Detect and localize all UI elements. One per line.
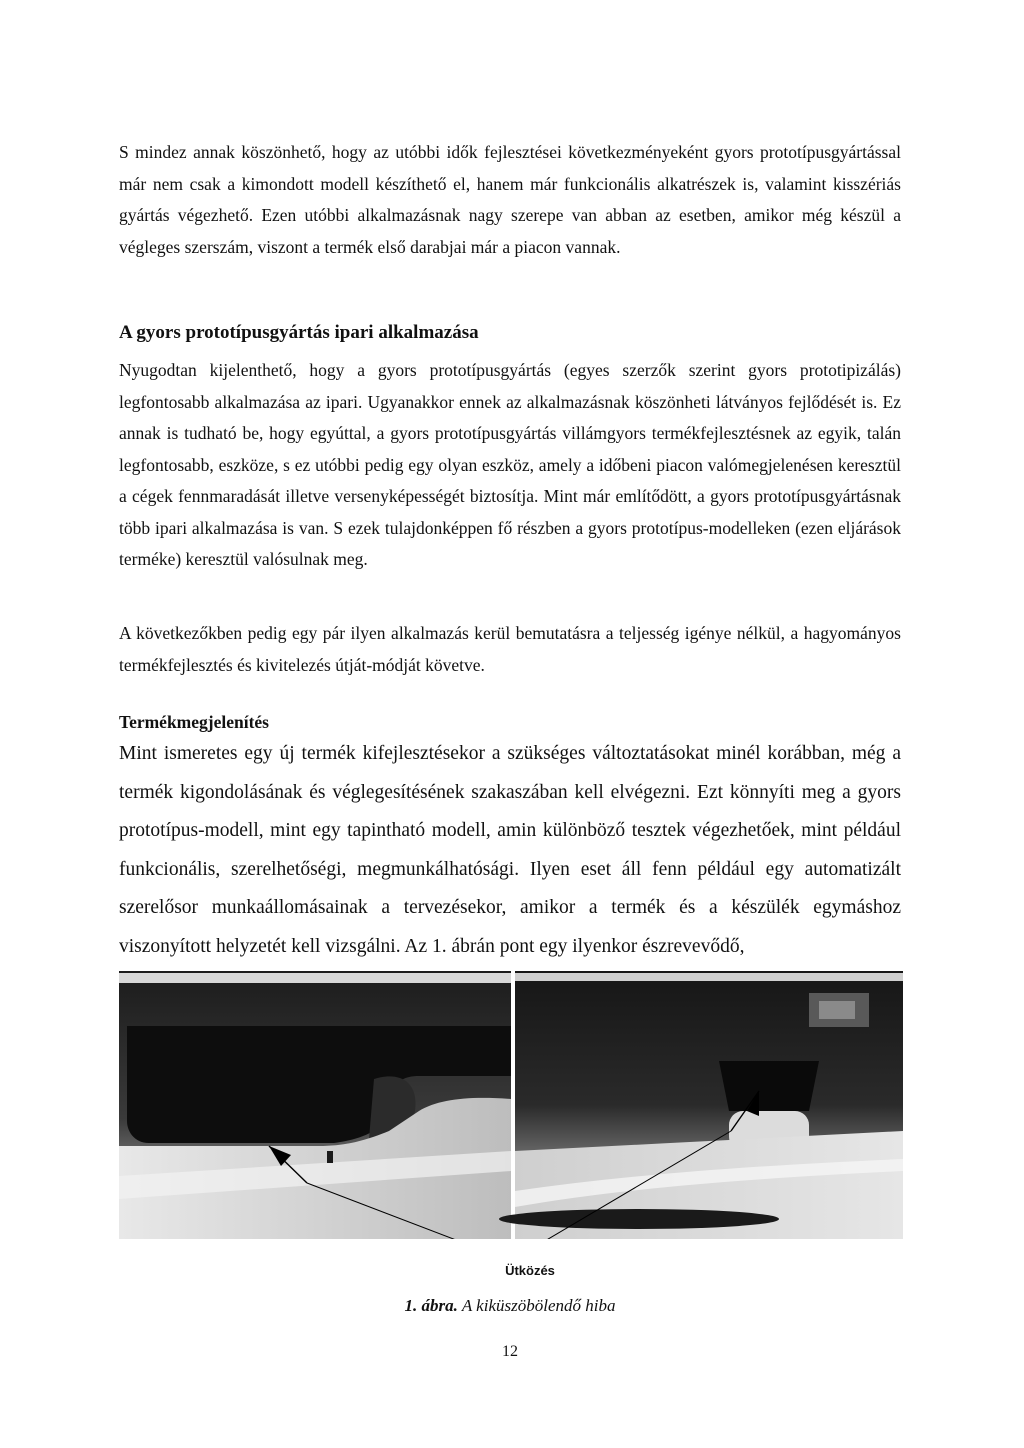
figure-caption-number: 1. ábra. [404, 1296, 458, 1315]
section-heading-industrial: A gyors prototípusgyártás ipari alkalmazása [119, 322, 479, 343]
paragraph-following: A következőkben pedig egy pár ilyen alkalmazás kerül bemutatásra a teljesség igénye nélkül, a hagyományos termékfejlesztés és kivitelezés útját-módját követve. [119, 623, 901, 675]
figure-collision-photos [119, 971, 903, 1239]
paragraph-intro: S mindez annak köszönhető, hogy az utóbbi idők fejlesztései következményeként gyors prototípusgyártással már nem csak a kimondott modell készíthető el, hanem már funkcionális alkatrészek is, valamint kisszériás gyártás végezhető. Ezen utóbbi alkalmazásnak nagy szerepe van abban az esetben, amikor még készül a végleges szerszám, viszont a termék első darabjai már a piacon vannak. [119, 142, 901, 257]
figure-caption-text: A kiküszöbölendő hiba [461, 1296, 616, 1315]
left-photo [119, 971, 511, 1239]
section-heading-product-visualization: Termékmegjelenítés [119, 712, 269, 732]
paragraph-product-visualization: Mint ismeretes egy új termék kifejlesztésekor a szükséges változtatásokat minél korábban, még a termék kigondolásának és véglegesítésének szakaszában kell elvégezni. Ezt könnyíti meg a gyors prototípus-modell, mint egy tapintható modell, amin különböző tesztek végezhetőek, mint például funkcionális, szerelhetőségi, megmunkálhatósági. Ilyen eset áll fenn például egy automatizált szerelősor munkaállomásainak a tervezésekor, amikor a termék és a készülék egymáshoz viszonyított helyzetét kell vizsgálni. Az 1. ábrán pont egy ilyenkor észrevevődő, [119, 743, 901, 957]
right-photo [499, 971, 903, 1239]
figure-label-collision: Ütközés [505, 1263, 555, 1278]
page-number: 12 [502, 1343, 518, 1360]
figure-photo-illustration [119, 971, 903, 1239]
figure-caption [300, 1296, 720, 1316]
paragraph-industrial-application: Nyugodtan kijelenthető, hogy a gyors prototípusgyártás (egyes szerzők szerint gyors prototipizálás) legfontosabb alkalmazása az ipari. Ugyanakkor ennek az alkalmazásnak köszönheti látványos fejlődését is. Ez annak is tudható be, hogy egyúttal, a gyors prototípusgyártás villámgyors termékfejlesztésnek az egyik, talán legfontosabb, eszköze, s ez utóbbi pedig egy olyan eszköz, amely a időbeni piacon valómegjelenésen keresztül a cégek fennmaradását illetve versenyképességét biztosítja. Mint már említődött, a gyors prototípusgyártásnak több ipari alkalmazása is van. S ezek tulajdonképpen fő részben a gyors prototípus-modelleken (ezen eljárások terméke) keresztül valósulnak meg. [119, 360, 901, 569]
